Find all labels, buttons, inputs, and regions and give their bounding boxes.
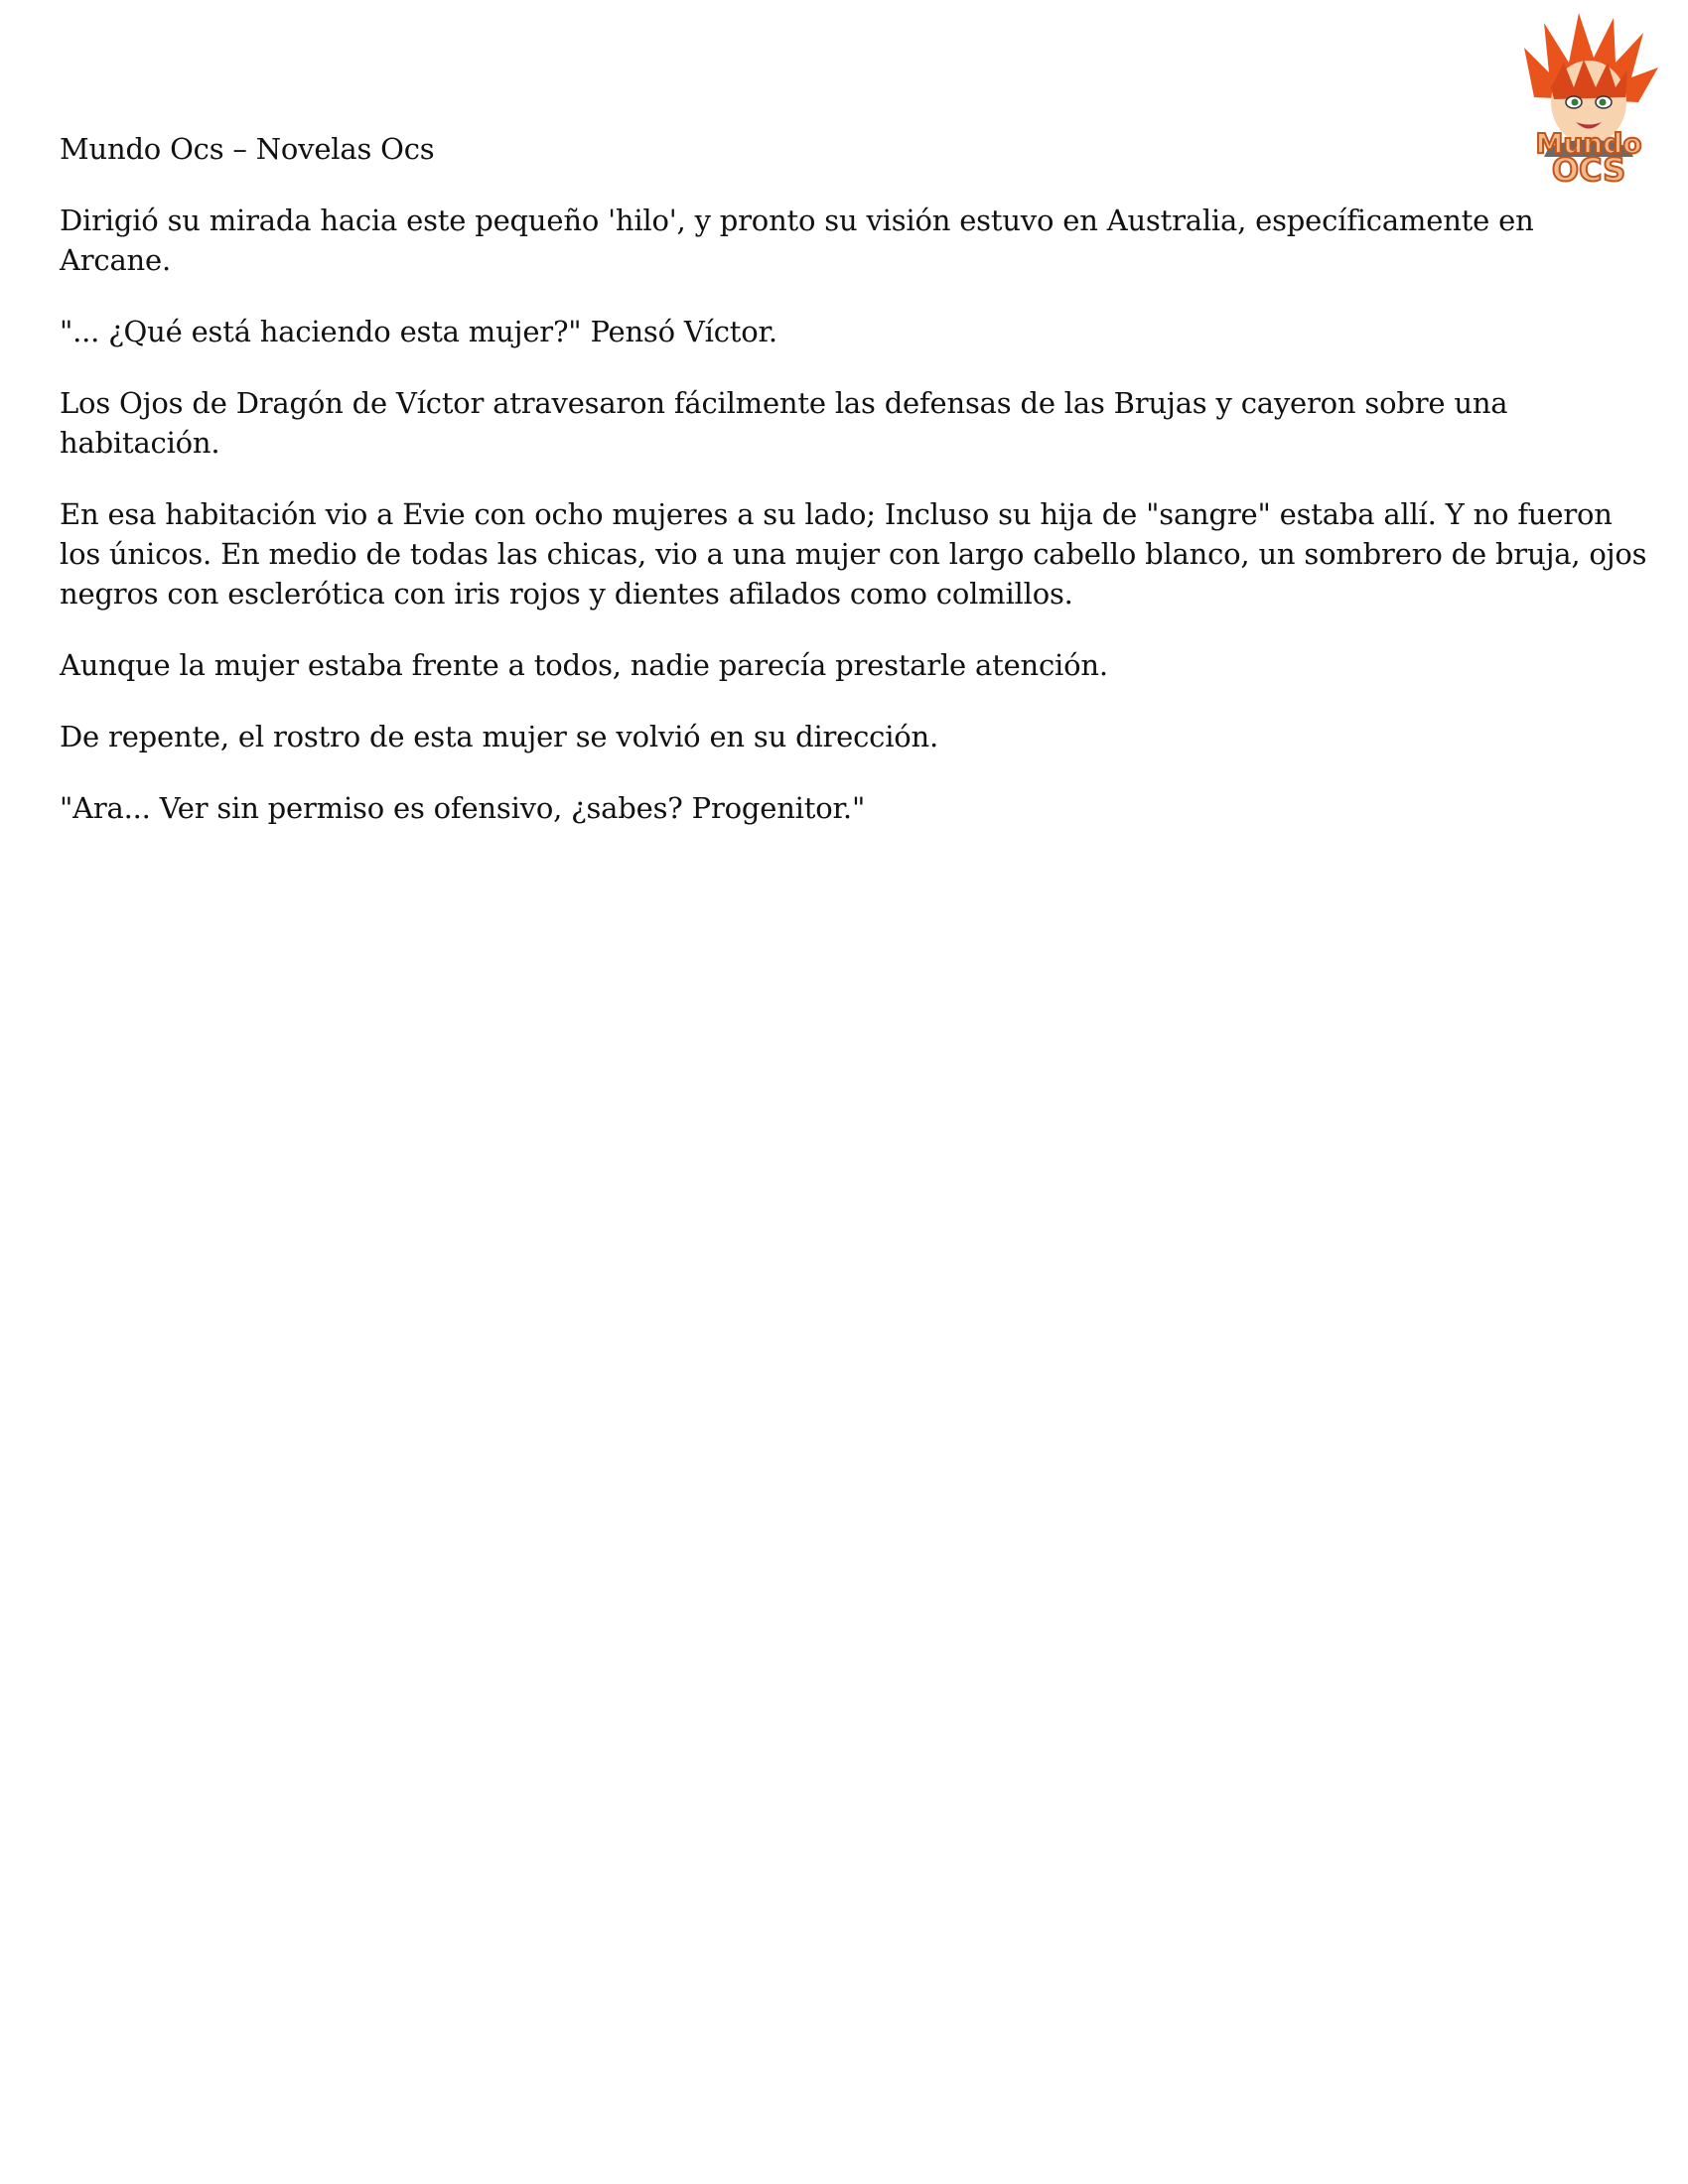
paragraph-5: Aunque la mujer estaba frente a todos, nadie parecía prestarle atención. xyxy=(60,648,1108,682)
paragraph-1: Dirigió su mirada hacia este pequeño 'hilo', y pronto su visión estuvo en Australia, específicamente en Arcane. xyxy=(60,204,1534,277)
paragraph-2: "... ¿Qué está haciendo esta mujer?" Pensó Víctor. xyxy=(60,315,777,348)
paragraph-3: Los Ojos de Dragón de Víctor atravesaron fácilmente las defensas de las Brujas y cayeron sobre una habitación. xyxy=(60,386,1508,460)
document-header: Mundo Ocs – Novelas Ocs xyxy=(60,132,435,166)
logo-text-line1: Mundo xyxy=(1535,127,1642,160)
document-body xyxy=(60,129,1648,860)
paragraph-4: En esa habitación vio a Evie con ocho mujeres a su lado; Incluso su hija de "sangre" estaba allí. Y no fueron los únicos. En medio de todas las chicas, vio a una mujer con largo cabello blanco, un sombrero de bruja, ojos negros con esclerótica con iris rojos y dientes afilados como colmillos. xyxy=(60,497,1647,611)
logo-text-line2: OCS xyxy=(1551,151,1626,187)
paragraph-6: De repente, el rostro de esta mujer se volvió en su dirección. xyxy=(60,720,939,753)
paragraph-7: "Ara... Ver sin permiso es ofensivo, ¿sabes? Progenitor." xyxy=(60,791,866,825)
